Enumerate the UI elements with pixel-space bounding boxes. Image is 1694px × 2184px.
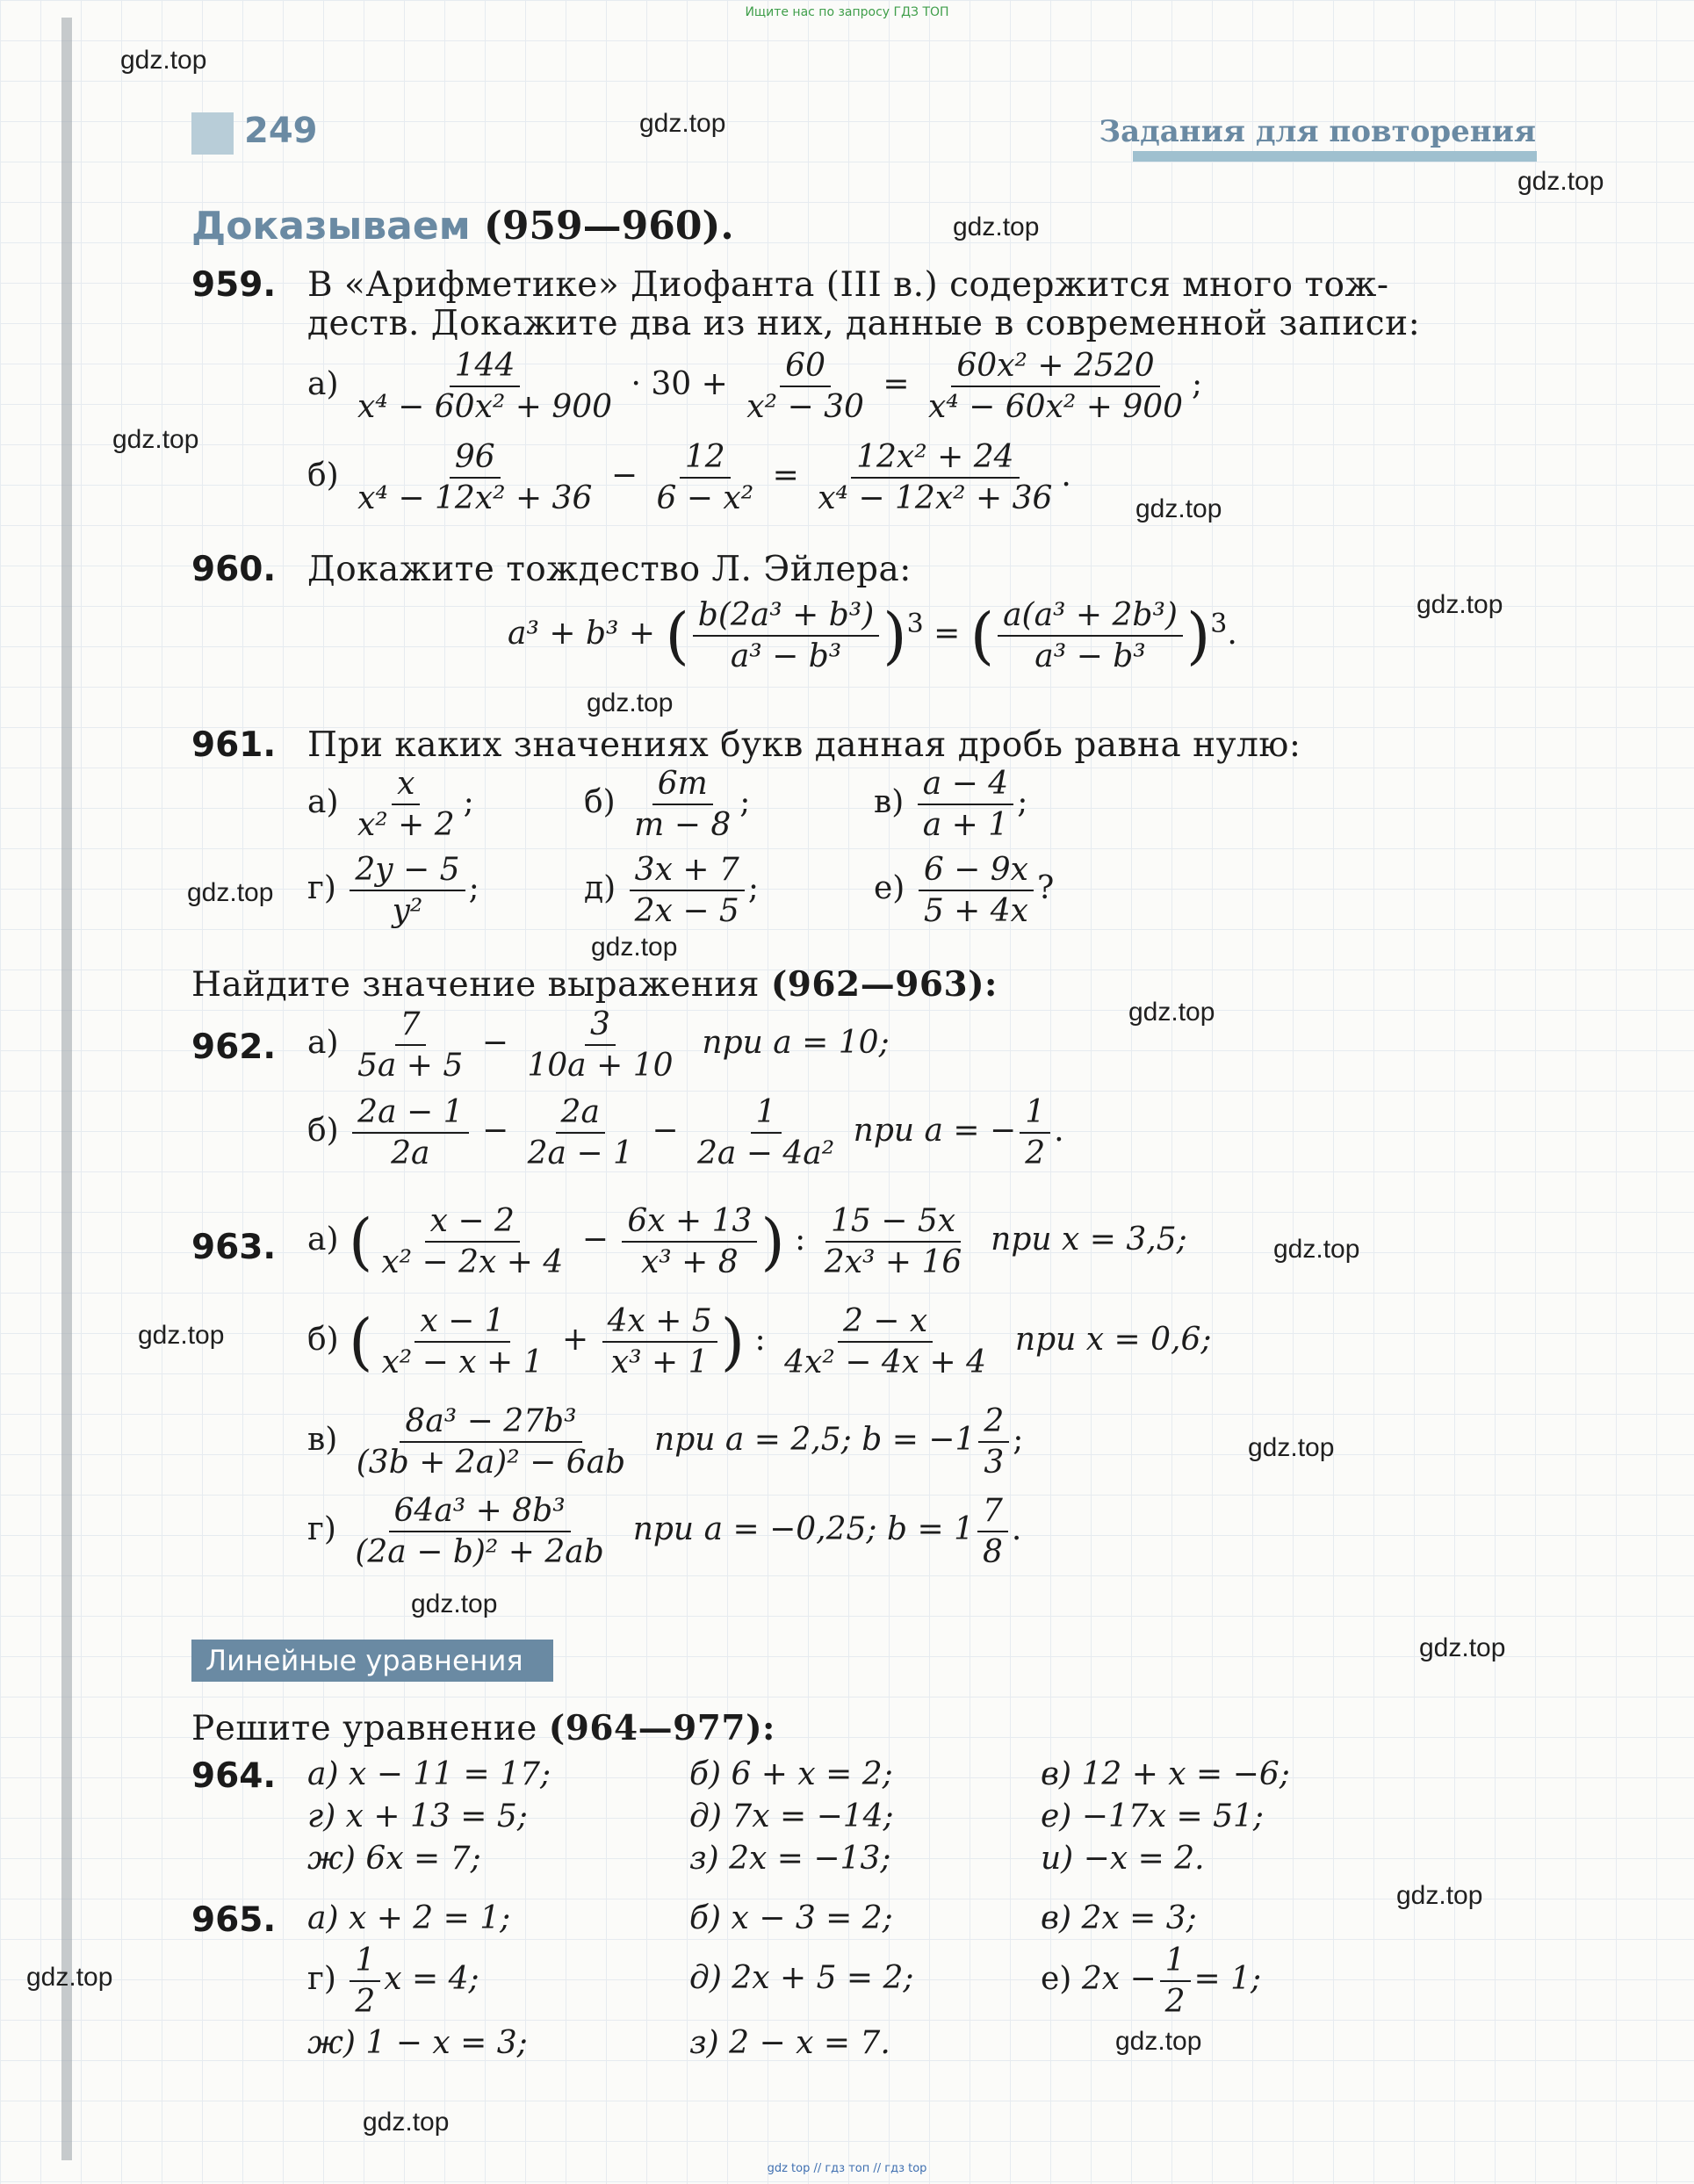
fraction: $\frac{1}{2}$ [350,1943,380,2020]
watermark: gdz.top [639,109,726,138]
page-spine-shadow [61,18,72,2160]
equation-item: з) 2 − x = 7. [689,2025,890,2061]
fraction-item: б) $\frac{6m}{m - 8}$ ; [584,766,751,843]
fraction: $\frac{2y - 5}{\text{y²}}$ [350,852,465,929]
problem-number: 963. [191,1228,277,1267]
top-search-note: Ищите нас по запросу ГДЗ ТОП [745,5,949,19]
watermark: gdz.top [411,1589,498,1618]
watermark: gdz.top [591,933,678,962]
equation-item: г) x + 13 = 5; [307,1798,528,1834]
formula-963d: г) $\frac{\text{64a³ + 8b³}}{\text{(2a − b)² + 2ab}}$ при a = −0,25; b = 1 $\frac{7}{8}$ . [307,1493,1022,1570]
fraction: $\frac{6x + 13}{\text{x³ + 8}}$ [622,1203,757,1280]
item-label: б) [307,458,339,494]
fraction-item: а) $\frac{x}{\text{x² + 2}}$ ; [307,766,474,843]
fraction: $\frac{\text{b(2a³ + b³)}}{\text{a³ − b³}}$ [693,597,879,674]
section-heading [191,204,734,249]
fraction: $\frac{x}{\text{x² + 2}}$ [357,766,455,843]
watermark: gdz.top [1416,590,1503,619]
fraction: $\frac{2a}{2a - 1}$ [527,1094,633,1171]
watermark: gdz.top [1419,1633,1506,1662]
fraction: $\frac{\text{8a³ − 27b³}}{\text{(3b + 2a)² − 6ab}}$ [356,1403,626,1481]
watermark: gdz.top [26,1963,113,1992]
task-intro: Решите уравнение (964—977): [191,1708,775,1748]
problem-text: Докажите тождество Л. Эйлера: [307,550,912,589]
formula-962b: б) $\frac{2a - 1}{2a}$ − $\frac{2a}{2a - 1}$ − $\frac{1}{\text{2a − 4a²}}$ при a = − $\frac{1}{2}$ . [307,1094,1064,1171]
watermark: gdz.top [1396,1881,1483,1910]
fraction: $\frac{\text{64a³ + 8b³}}{\text{(2a − b)² + 2ab}}$ [355,1493,604,1570]
equation-item: е) 2x − $\frac{1}{2}$ = 1; [1041,1943,1262,2020]
fraction: $\frac{x - 2}{\text{x² − 2x + 4}}$ [381,1203,564,1280]
watermark: gdz.top [1517,167,1604,196]
problem-text: В «Арифметике» Диофанта (III в.) содержится много тож- [307,265,1389,305]
problem-text: При каких значениях букв данная дробь равна нулю: [307,725,1301,765]
equation-item: а) x − 11 = 17; [307,1756,551,1792]
watermark: gdz.top [1135,494,1222,523]
equation-item: е) −17x = 51; [1041,1798,1265,1834]
fraction: $\frac{\text{60x² + 2520}}{\text{x⁴ − 60x² + 900}}$ [927,348,1184,425]
equation-item: з) 2x = −13; [689,1841,891,1877]
problem-number: 965. [191,1900,277,1940]
equation-item: ж) 6x = 7; [307,1841,481,1877]
equation-item: и) −x = 2. [1041,1841,1205,1877]
problem-text: деств. Докажите два из них, данные в современной записи: [307,304,1421,343]
fraction: $\frac{1}{\text{2a − 4a²}}$ [696,1094,835,1171]
fraction: $\frac{6m}{m - 8}$ [634,766,732,843]
watermark: gdz.top [363,2108,450,2137]
section-banner: Линейные уравнения [191,1640,553,1682]
watermark: gdz.top [112,425,199,454]
fraction: $\frac{a - 4}{a + 1}$ [918,766,1013,843]
bottom-note: gdz top // гдз топ // гдз top [767,2162,927,2175]
watermark: gdz.top [1128,998,1215,1027]
watermark: gdz.top [1115,2027,1202,2056]
fraction: $\frac{3x + 7}{2x - 5}$ [630,852,745,929]
fraction: $\frac{60}{\text{x² − 30}}$ [746,348,864,425]
watermark: gdz.top [1248,1433,1335,1462]
watermark: gdz.top [953,213,1040,241]
formula-959a: а) $\frac{144}{\text{x⁴ − 60x² + 900}}$ · 30 + $\frac{60}{\text{x² − 30}}$ = $\frac{\text{60x² + 2520}}{\text{x⁴ − 60x² + 900}}$ ; [307,348,1203,425]
problem-number: 961. [191,725,277,765]
equation-item: б) 6 + x = 2; [689,1756,893,1792]
fraction: $\frac{\text{12x² + 24}}{\text{x⁴ − 12x² + 36}}$ [818,439,1053,516]
watermark: gdz.top [138,1321,225,1350]
formula-962a: а) $\frac{7}{5a + 5}$ − $\frac{3}{10a + 10}$ при a = 10; [307,1006,890,1084]
fraction: $\frac{1}{2}$ [1020,1094,1050,1171]
fraction: $\frac{12}{\text{6 − x²}}$ [656,439,754,516]
fraction: $\frac{7}{5a + 5}$ [357,1006,464,1084]
page-number-box [191,112,234,155]
fraction: $\frac{2}{3}$ [978,1403,1009,1481]
fraction: $\frac{96}{\text{x⁴ − 12x² + 36}}$ [357,439,593,516]
problem-number: 962. [191,1027,277,1067]
problem-number: 960. [191,550,277,589]
fraction-item: в) $\frac{a - 4}{a + 1}$ ; [874,766,1028,843]
formula-960: a³ + b³ + ( $\frac{\text{b(2a³ + b³)}}{\text{a³ − b³}}$ )$^3$ = ( $\frac{\text{a(a³ + 2b³)}}{\text{a³ − b³}}$ )$^3$. [508,597,1237,674]
task-intro: Найдите значение выражения (962—963): [191,964,998,1005]
running-title-bar [1133,151,1537,162]
fraction: $\frac{3}{10a + 10}$ [527,1006,674,1084]
watermark: gdz.top [120,46,207,75]
fraction: $\frac{2 - x}{\text{4x² − 4x + 4}}$ [784,1303,986,1380]
fraction: $\frac{4x + 5}{\text{x³ + 1}}$ [602,1303,717,1380]
formula-959b: б) $\frac{96}{\text{x⁴ − 12x² + 36}}$ − $\frac{12}{\text{6 − x²}}$ = $\frac{\text{12x² + 24}}{\text{x⁴ − 12x² + 36}}$ . [307,439,1071,516]
fraction: $\frac{7}{8}$ [977,1493,1008,1570]
section-range: (959—960). [484,204,734,249]
problem-number: 959. [191,265,277,305]
equation-item: а) x + 2 = 1; [307,1900,511,1936]
fraction: $\frac{x - 1}{\text{x² − x + 1}}$ [381,1303,544,1380]
watermark: gdz.top [187,878,274,907]
equation-item: ж) 1 − x = 3; [307,2025,528,2061]
equation-item: б) x − 3 = 2; [689,1900,893,1936]
fraction: $\frac{\text{a(a³ + 2b³)}}{\text{a³ − b³}}$ [998,597,1183,674]
equation-item: г) $\frac{1}{2}$ x = 4; [307,1943,479,2020]
fraction: $\frac{2a - 1}{2a}$ [352,1094,468,1171]
equation-item: в) 12 + x = −6; [1041,1756,1290,1792]
fraction: $\frac{15 - 5x}{\text{2x³ + 16}}$ [824,1203,962,1280]
formula-963a: а) ( $\frac{x - 2}{\text{x² − 2x + 4}}$ − $\frac{6x + 13}{\text{x³ + 8}}$ ) : $\frac{15 - 5x}{\text{2x³ + 16}}$ при x = 3,5; [307,1203,1187,1280]
fraction: $\frac{1}{2}$ [1160,1943,1191,2020]
fraction-item: д) $\frac{3x + 7}{2x - 5}$ ; [584,852,759,929]
running-title: Задания для повторения [1099,114,1536,149]
fraction: $\frac{6 - 9x}{5 + 4x}$ [919,852,1034,929]
equation-item: в) 2x = 3; [1041,1900,1197,1936]
formula-963b: б) ( $\frac{x - 1}{\text{x² − x + 1}}$ + $\frac{4x + 5}{\text{x³ + 1}}$ ) : $\frac{2 - x}{\text{4x² − 4x + 4}}$ при x = 0,6; [307,1303,1212,1380]
fraction-item: г) $\frac{2y - 5}{\text{y²}}$ ; [307,852,479,929]
watermark: gdz.top [1273,1235,1360,1264]
formula-963c: в) $\frac{\text{8a³ − 27b³}}{\text{(3b + 2a)² − 6ab}}$ при a = 2,5; b = −1 $\frac{2}{3}$ ; [307,1403,1024,1481]
watermark: gdz.top [587,688,674,717]
fraction: $\frac{144}{\text{x⁴ − 60x² + 900}}$ [357,348,613,425]
page-number: 249 [244,111,318,151]
equation-item: д) 2x + 5 = 2; [689,1960,914,1996]
section-title: Доказываем [191,204,471,249]
problem-number: 964. [191,1756,277,1796]
fraction-item: е) $\frac{6 - 9x}{5 + 4x}$ ? [874,852,1055,929]
item-label: а) [307,366,339,402]
equation-item: д) 7x = −14; [689,1798,894,1834]
